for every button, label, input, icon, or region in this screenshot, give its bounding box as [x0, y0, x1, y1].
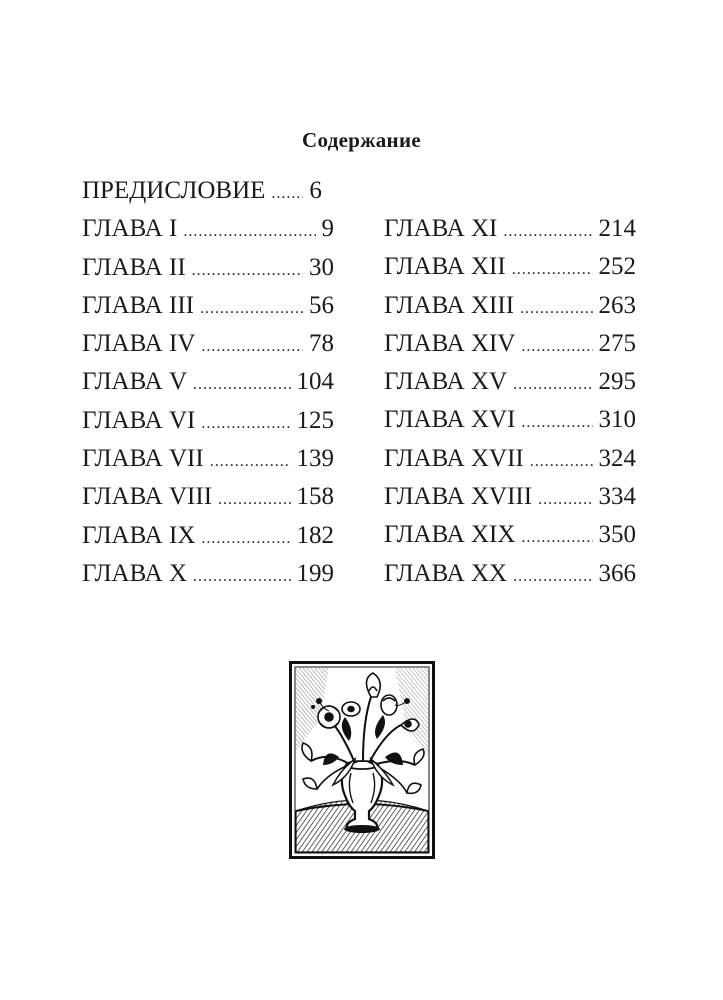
toc-entry-label: ГЛАВА XX [384, 559, 508, 587]
toc-column-right [384, 210, 636, 593]
toc-entry-page: 30 [309, 253, 334, 281]
toc-entry-label: ГЛАВА VII [82, 445, 204, 473]
toc-entry[interactable] [384, 401, 636, 439]
toc-entry-label: ГЛАВА IX [82, 521, 196, 549]
toc-leader-dots [520, 290, 592, 328]
toc-column-left [82, 172, 334, 593]
toc-leader-dots [521, 328, 592, 366]
toc-entry[interactable] [384, 325, 636, 363]
toc-entry-label: ГЛАВА XII [384, 253, 506, 281]
toc-entry-label: ПРЕДИСЛОВИЕ [82, 177, 266, 204]
toc-leader-dots [530, 443, 593, 481]
toc-leader-dots [521, 404, 592, 442]
toc-entry[interactable] [82, 517, 334, 555]
toc-entry-page: 350 [598, 521, 636, 549]
toc-entry-label: ГЛАВА XIV [384, 329, 516, 357]
toc-entry-label: ГЛАВА XI [384, 215, 498, 242]
toc-leader-dots [513, 558, 592, 596]
toc-entry-page: 295 [598, 368, 636, 396]
flower-vase-woodcut-icon [289, 661, 435, 859]
toc-leader-dots [210, 443, 291, 481]
toc-entry-page: 139 [296, 445, 334, 473]
toc-entry-page: 104 [296, 368, 334, 396]
toc-entry[interactable] [384, 516, 636, 554]
toc-entry[interactable] [384, 555, 636, 593]
toc-leader-dots [193, 558, 290, 596]
toc-entry-label: ГЛАВА XIII [384, 291, 515, 319]
toc-entry-page: 158 [296, 483, 334, 511]
toc-entry-page: 214 [598, 215, 636, 242]
toc-entry-page: 366 [598, 559, 636, 587]
toc-entry-label: ГЛАВА XIX [384, 521, 516, 549]
toc-entry-preface[interactable] [82, 172, 334, 210]
toc-entry[interactable] [384, 478, 636, 516]
toc-entry[interactable] [82, 440, 334, 478]
toc-entry-page: 263 [598, 291, 636, 319]
toc-entry-page: 6 [309, 177, 322, 204]
toc-entry-label: ГЛАВА XVI [384, 406, 516, 434]
toc-entry[interactable] [82, 363, 334, 401]
toc-entry-label: ГЛАВА II [82, 253, 186, 281]
toc-entry[interactable] [384, 210, 636, 248]
toc-entry[interactable] [384, 440, 636, 478]
toc-entry[interactable] [384, 287, 636, 325]
toc-leader-dots [201, 405, 290, 443]
toc-entry-label: ГЛАВА III [82, 291, 194, 319]
toc-leader-dots [192, 252, 303, 290]
toc-leader-dots [218, 481, 290, 519]
toc-leader-dots [193, 366, 290, 404]
toc-leader-dots [271, 175, 303, 213]
toc-entry[interactable] [82, 555, 334, 593]
toc-entry[interactable] [384, 363, 636, 401]
toc-entry-label: ГЛАВА VIII [82, 483, 213, 511]
toc-leader-dots [183, 213, 315, 251]
toc-entry-label: ГЛАВА VI [82, 406, 196, 434]
toc-leader-dots [201, 328, 303, 366]
toc-entry-page: 252 [598, 253, 636, 281]
toc-entry-page: 9 [321, 215, 334, 243]
toc-entry[interactable] [82, 210, 334, 248]
toc-leader-dots [513, 366, 592, 404]
toc-entry-page: 310 [598, 406, 636, 434]
toc-entry-page: 275 [598, 329, 636, 357]
toc-entry-page: 324 [598, 444, 636, 472]
toc-leader-dots [521, 519, 592, 557]
toc-entry-page: 334 [598, 483, 636, 511]
toc-entry-page: 78 [309, 330, 334, 358]
toc-entry[interactable] [82, 325, 334, 363]
toc-entry[interactable] [82, 402, 334, 440]
toc-entry-label: ГЛАВА XVII [384, 444, 524, 472]
toc-entry-label: ГЛАВА XVIII [384, 483, 533, 511]
toc-entry-label: ГЛАВА I [82, 215, 178, 243]
toc-entry[interactable] [82, 287, 334, 325]
toc-entry[interactable] [82, 249, 334, 287]
toc-leader-dots [200, 290, 303, 328]
toc-entry-label: ГЛАВА V [82, 368, 188, 396]
toc-entry-page: 125 [296, 406, 334, 434]
toc-leader-dots [201, 520, 290, 558]
toc-entry[interactable] [82, 478, 334, 516]
toc-leader-dots [538, 481, 592, 519]
toc-entry[interactable] [384, 248, 636, 286]
toc-leader-dots [512, 251, 593, 289]
toc-entry-label: ГЛАВА IV [82, 330, 196, 358]
toc-leader-dots [503, 213, 592, 251]
toc-entry-page: 182 [296, 521, 334, 549]
toc-entry-label: ГЛАВА XV [384, 368, 508, 396]
toc-entry-label: ГЛАВА X [82, 559, 188, 587]
toc-title: Содержание [302, 128, 421, 152]
toc-entry-page: 199 [296, 559, 334, 587]
toc-entry-page: 56 [309, 291, 334, 319]
